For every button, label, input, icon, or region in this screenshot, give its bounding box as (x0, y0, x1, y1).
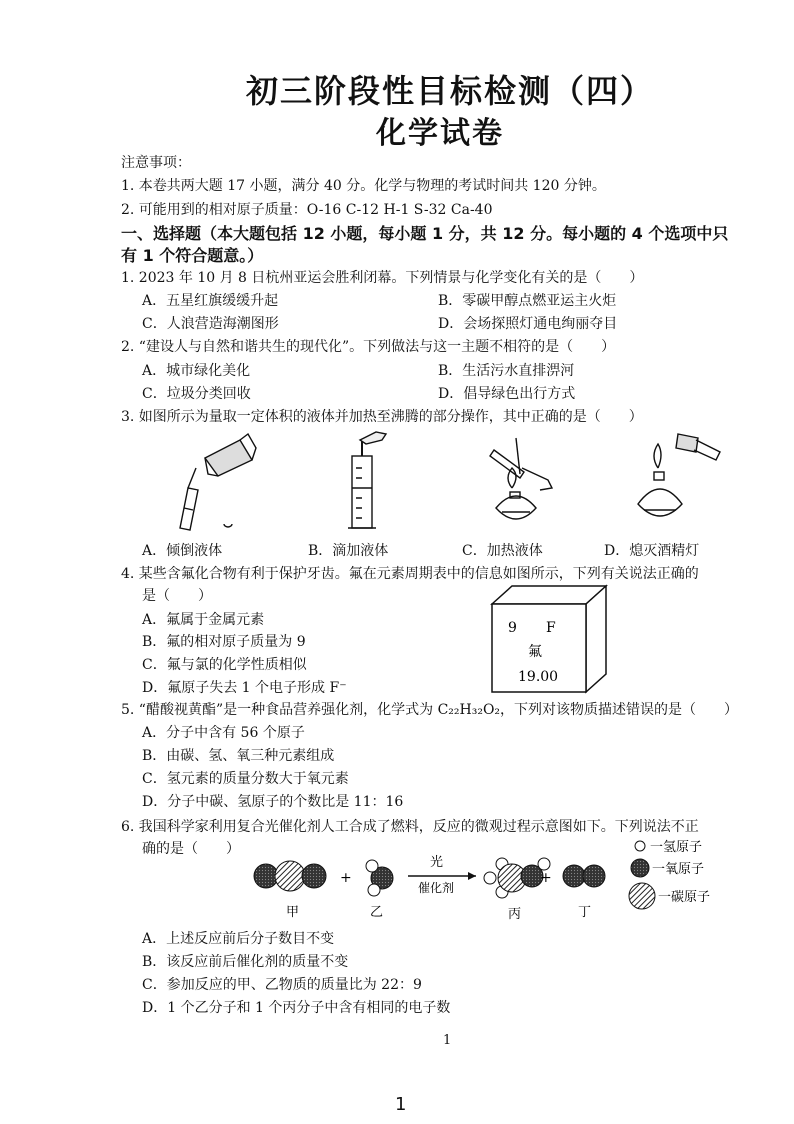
note-2: 2. 可能用到的相对原子质量：O-16 C-12 H-1 S-32 Ca-40 (121, 202, 493, 218)
q6-option-c: C．参加反应的甲、乙物质的质量比为 22：9 (142, 977, 422, 993)
q3-option-b: B．滴加液体 (308, 543, 389, 559)
arrow-condition-light: 光 (430, 855, 444, 870)
q1-option-b: B．零碳甲醇点燃亚运主火炬 (438, 293, 617, 309)
page-number: 1 (443, 1033, 452, 1048)
element-mass: 19.00 (518, 669, 559, 685)
label-yi: 乙 (370, 905, 384, 920)
q2-stem: 2. “建设人与自然和谐共生的现代化”。下列做法与这一主题不相符的是（ ） (121, 339, 616, 355)
q5-option-a: A．分子中含有 56 个原子 (142, 725, 305, 741)
notes-heading: 注意事项： (121, 155, 191, 171)
q2-option-d: D．倡导绿色出行方式 (438, 386, 576, 402)
q6-stem-line2: 确的是（ ） (142, 841, 240, 857)
page-subtitle: 化学试卷 (376, 116, 504, 151)
pouring-liquid-figure (180, 434, 256, 530)
q1-option-a: A．五星红旗缓缓升起 (142, 293, 279, 309)
q2-option-a: A．城市绿化美化 (142, 363, 251, 379)
molecule-jia (254, 861, 326, 891)
extinguish-lamp-figure (638, 434, 720, 516)
legend-hydrogen: 一氢原子 (650, 840, 703, 855)
q3-illustrations (160, 428, 760, 536)
arrow-condition-catalyst: 催化剂 (418, 881, 455, 895)
q1-stem: 1. 2023 年 10 月 8 日杭州亚运会胜利闭幕。下列情景与化学变化有关的是（ ） (121, 270, 644, 286)
q3-option-d: D．熄灭酒精灯 (604, 543, 700, 559)
q3-stem: 3. 如图所示为量取一定体积的液体并加热至沸腾的部分操作，其中正确的是（ ） (121, 409, 643, 425)
label-ding: 丁 (578, 905, 592, 920)
section-heading-line1: 一、选择题（本大题包括 12 小题，每小题 1 分，共 12 分。每小题的 4 个选项中只 (121, 224, 729, 243)
label-jia: 甲 (286, 905, 300, 920)
note-1: 1. 本卷共两大题 17 小题，满分 40 分。化学与物理的考试时间共 120 分钟。 (121, 178, 606, 194)
q4-stem-line1: 4. 某些含氟化合物有利于保护牙齿。氟在元素周期表中的信息如图所示，下列有关说法正确的 (121, 566, 699, 582)
legend (629, 840, 710, 909)
q5-option-b: B．由碳、氢、氧三种元素组成 (142, 748, 335, 764)
q5-stem: 5. “醋酸视黄酯”是一种食品营养强化剂，化学式为 C₂₂H₃₂O₂，下列对该物质描述错误的是（ ） (121, 702, 739, 718)
reaction-diagram (240, 836, 760, 926)
q6-stem-line1: 6. 我国科学家利用复合光催化剂人工合成了燃料，反应的微观过程示意图如下。下列说法不正 (121, 819, 699, 835)
label-bing: 丙 (508, 907, 522, 922)
heating-liquid-figure (490, 438, 552, 519)
plus-sign-2: + (540, 870, 552, 886)
element-symbol: F (546, 620, 556, 636)
molecule-ding (563, 865, 605, 887)
q4-option-c: C．氟与氯的化学性质相似 (142, 657, 307, 673)
q1-option-c: C．人浪营造海潮图形 (142, 316, 279, 332)
dropping-liquid-figure (348, 432, 386, 528)
page-title: 初三阶段性目标检测（四） (246, 72, 655, 110)
q4-stem-line2: 是（ ） (142, 588, 212, 604)
element-cell-fluorine (490, 584, 610, 694)
molecule-yi (366, 860, 393, 896)
q6-option-d: D．1 个乙分子和 1 个丙分子中含有相同的电子数 (142, 1000, 451, 1016)
element-name: 氟 (528, 644, 542, 660)
plus-sign-1: + (340, 870, 352, 886)
q2-option-b: B．生活污水直排淠河 (438, 363, 575, 379)
q6-option-b: B．该反应前后催化剂的质量不变 (142, 954, 349, 970)
section-heading-line2: 有 1 个符合题意。） (121, 246, 264, 265)
q3-option-a: A．倾倒液体 (142, 543, 223, 559)
q2-option-c: C．垃圾分类回收 (142, 386, 251, 402)
legend-oxygen: 一氧原子 (652, 862, 705, 877)
element-number: 9 (508, 620, 517, 636)
q5-option-c: C．氢元素的质量分数大于氧元素 (142, 771, 349, 787)
q3-option-c: C．加热液体 (462, 543, 543, 559)
footer-page-number: 1 (395, 1094, 407, 1115)
q6-option-a: A．上述反应前后分子数目不变 (142, 931, 335, 947)
q4-option-a: A．氟属于金属元素 (142, 612, 265, 628)
q4-option-d: D．氟原子失去 1 个电子形成 F⁻ (142, 680, 347, 696)
q4-option-b: B．氟的相对原子质量为 9 (142, 634, 306, 650)
q1-option-d: D．会场探照灯通电绚丽夺目 (438, 316, 618, 332)
legend-carbon: 一碳原子 (658, 890, 711, 905)
q5-option-d: D．分子中碳、氢原子的个数比是 11：16 (142, 794, 404, 810)
